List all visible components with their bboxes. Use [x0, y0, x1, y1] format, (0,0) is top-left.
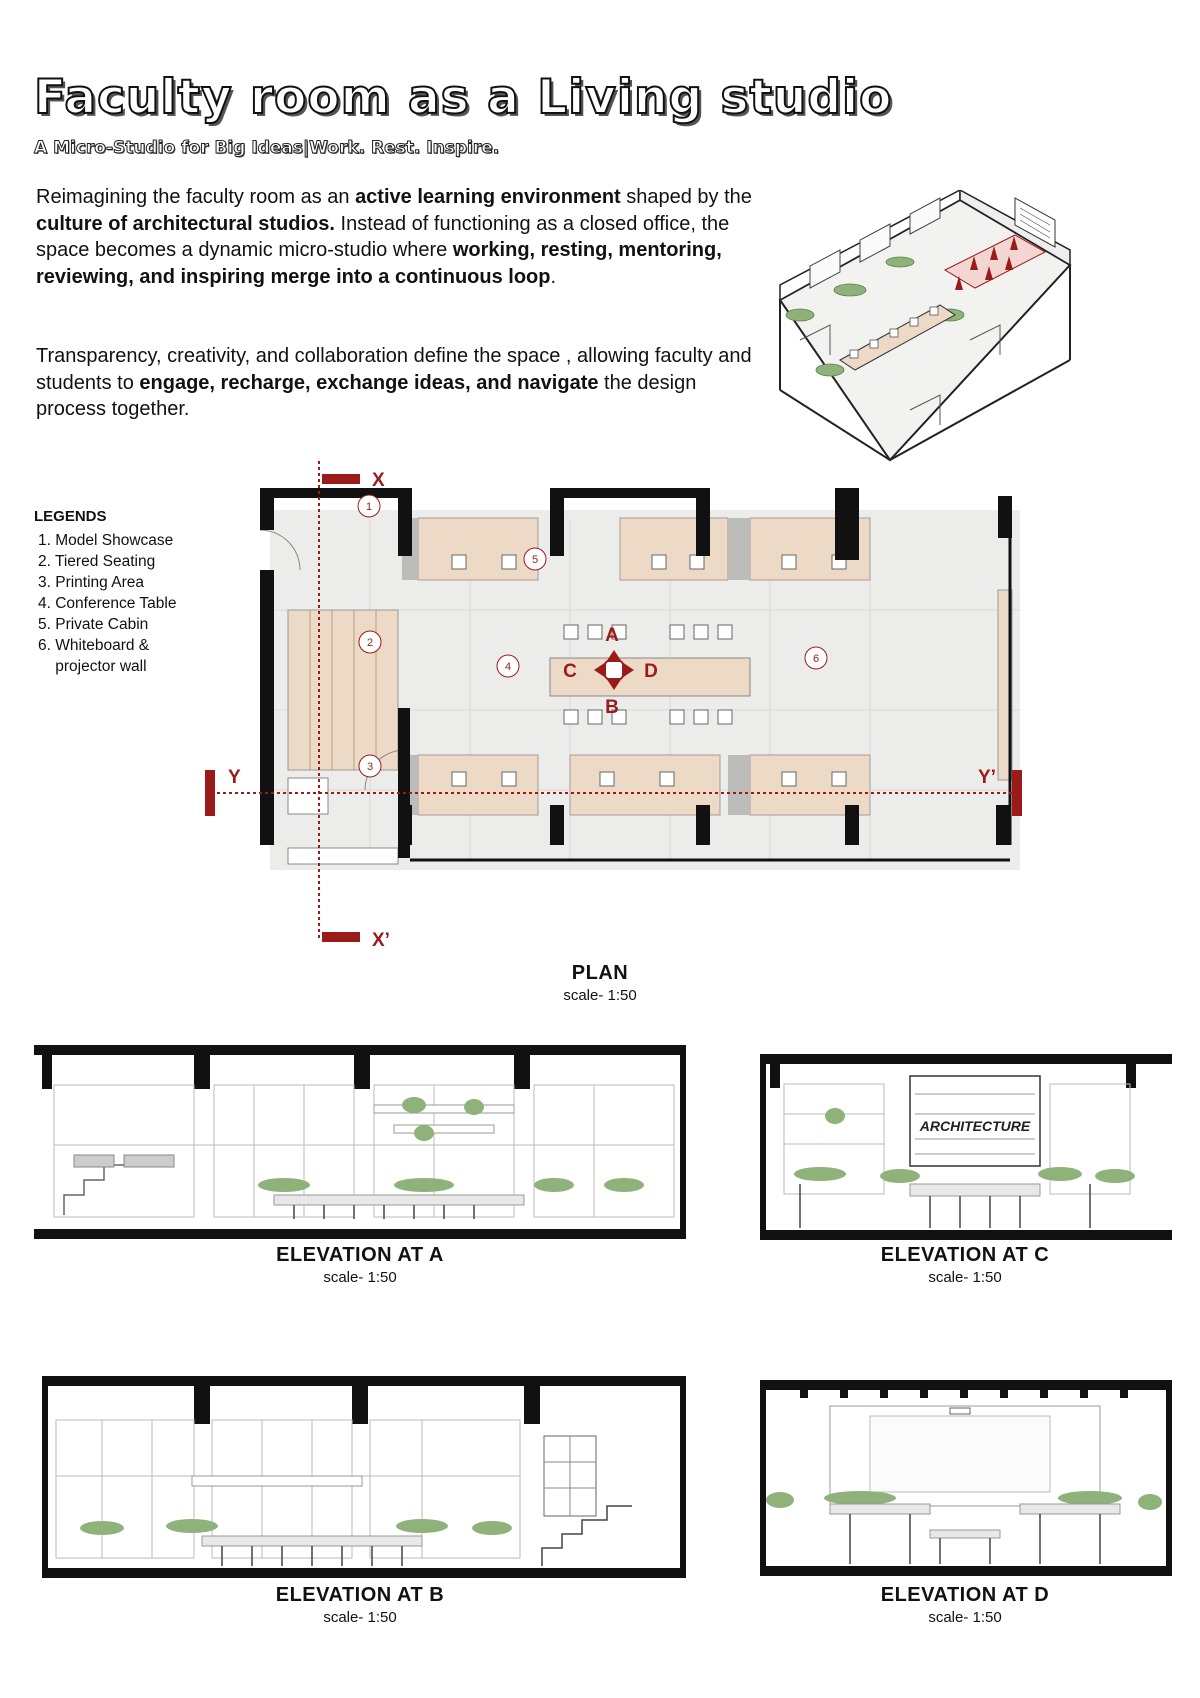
elevation-d-title: ELEVATION AT D	[880, 1584, 1050, 1606]
elevation-c-drawing	[760, 1054, 1172, 1240]
legend-item: 4. Conference Table	[38, 595, 177, 612]
plan-scale: scale- 1:50	[563, 987, 637, 1004]
view-label-a: A	[605, 625, 619, 646]
view-label-c: C	[563, 661, 577, 682]
elevation-b-scale: scale- 1:50	[323, 1609, 397, 1626]
legend-item: 3. Printing Area	[38, 574, 144, 591]
legend-item: projector wall	[38, 658, 147, 675]
plan-marker-5: 5	[531, 554, 539, 566]
legend-list	[38, 530, 176, 677]
legend-item: 1. Model Showcase	[38, 532, 174, 549]
plan-marker-4: 4	[504, 661, 512, 673]
page-subtitle: A Micro-Studio for Big Ideas|Work. Rest. Inspire.	[34, 138, 500, 158]
elevation-a-caption	[180, 1244, 540, 1286]
elevation-c-title: ELEVATION AT C	[880, 1244, 1050, 1266]
view-label-d: D	[644, 661, 658, 682]
legend-item: 5. Private Cabin	[38, 616, 149, 633]
intro-paragraph-1: Reimagining the faculty room as an active learning environment shaped by the culture of architectural studios. Instead of functioning as a closed office, the space becomes a dynamic micro-studio where working, resting, mentoring, reviewing, and inspiring merge into a continuous loop.	[36, 186, 752, 288]
elevation-d-drawing	[760, 1380, 1172, 1576]
elevation-d-caption	[815, 1584, 1115, 1626]
elevation-a-title: ELEVATION AT A	[276, 1244, 444, 1266]
section-y-label: Y	[228, 767, 241, 788]
view-label-b: B	[605, 697, 619, 718]
legend-item: 2. Tiered Seating	[38, 553, 156, 570]
isometric-view	[770, 190, 1080, 470]
legend-item: 6. Whiteboard &	[38, 637, 150, 654]
plan-marker-2: 2	[366, 637, 374, 649]
section-x-prime-label: X’	[372, 930, 390, 951]
section-x-label: X	[372, 470, 385, 491]
elevation-d-scale: scale- 1:50	[928, 1609, 1002, 1626]
elevation-a-drawing	[34, 1045, 686, 1239]
plan-caption	[460, 962, 740, 1004]
whiteboard-art-text: ARCHITECTURE	[919, 1118, 1031, 1134]
elevation-c-caption	[815, 1244, 1115, 1286]
elevation-a-scale: scale- 1:50	[323, 1269, 397, 1286]
plan-marker-6: 6	[812, 653, 820, 665]
page-title: Faculty room as a Living studio	[34, 70, 893, 125]
plan-title: PLAN	[571, 962, 629, 984]
elevation-b-caption	[180, 1584, 540, 1626]
section-y-prime-label: Y’	[978, 767, 996, 788]
floor-plan	[190, 460, 1040, 960]
plan-marker-1: 1	[365, 501, 373, 513]
plan-marker-3: 3	[366, 761, 374, 773]
intro-paragraph-2: Transparency, creativity, and collaboration define the space , allowing faculty and students to engage, recharge, exchange ideas, and navigate the design process together.	[36, 345, 752, 420]
elevation-b-drawing	[42, 1376, 686, 1578]
elevation-b-title: ELEVATION AT B	[275, 1584, 445, 1606]
elevation-c-scale: scale- 1:50	[928, 1269, 1002, 1286]
legend-title: LEGENDS	[34, 508, 107, 525]
